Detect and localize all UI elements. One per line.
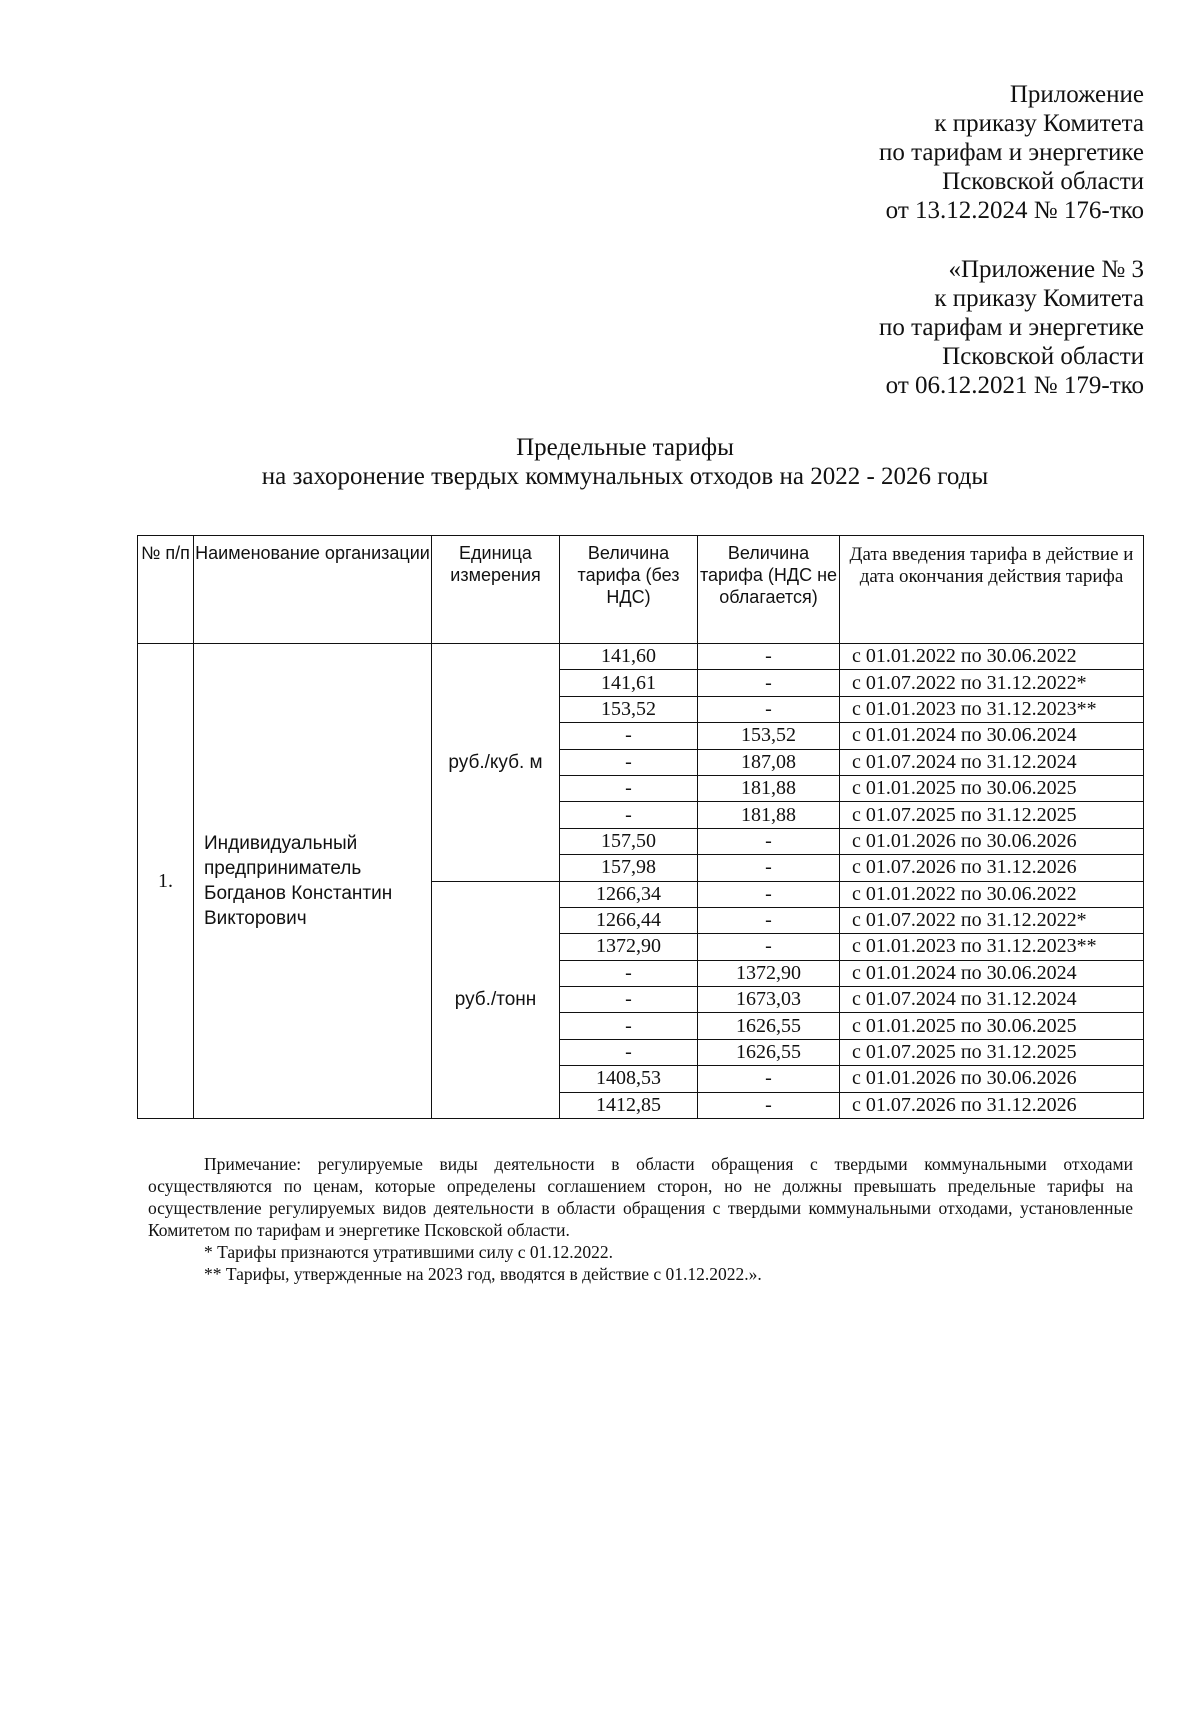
tariff-vat-cell: - [698, 1092, 840, 1118]
tariff-vat-cell: - [698, 644, 840, 670]
tariff-no-vat-cell: 1266,44 [560, 907, 698, 933]
tariff-no-vat-cell: 153,52 [560, 696, 698, 722]
appendix-ref-line: по тарифам и энергетике [879, 314, 1144, 341]
organization-name: Индивидуальный предприниматель Богданов Константин Викторович [194, 644, 432, 1119]
period-cell: с 01.01.2026 по 30.06.2026 [840, 1066, 1144, 1092]
header-period: Дата введения тарифа в действие и дата окончания действия тарифа [840, 536, 1144, 644]
period-cell: с 01.07.2022 по 31.12.2022* [840, 670, 1144, 696]
header-tariff-no-vat: Величина тарифа (без НДС) [560, 536, 698, 644]
tariff-vat-cell: 1372,90 [698, 960, 840, 986]
tariff-no-vat-cell: - [560, 1013, 698, 1039]
tariff-vat-cell: - [698, 934, 840, 960]
tariff-vat-cell: 1673,03 [698, 987, 840, 1013]
footnote-2: ** Тарифы, утвержденные на 2023 год, вводятся в действие с 01.12.2022.». [204, 1264, 762, 1284]
tariff-no-vat-cell: 1408,53 [560, 1066, 698, 1092]
period-cell: с 01.01.2026 по 30.06.2026 [840, 828, 1144, 854]
tariff-vat-cell: 153,52 [698, 723, 840, 749]
tariff-table [137, 535, 1144, 1119]
table-row [138, 644, 1144, 670]
table-body [138, 644, 1144, 1119]
period-cell: с 01.01.2024 по 30.06.2024 [840, 723, 1144, 749]
appendix-line: Приложение [1009, 81, 1144, 108]
period-cell: с 01.07.2026 по 31.12.2026 [840, 1092, 1144, 1118]
appendix-ref-line: от 06.12.2021 № 179-тко [885, 372, 1144, 399]
footnote-1: * Тарифы признаются утратившими силу с 01.12.2022. [204, 1242, 614, 1262]
tariff-vat-cell: - [698, 696, 840, 722]
appendix-ref-line: к приказу Комитета [934, 285, 1144, 312]
appendix-ref-line: «Приложение № 3 [948, 256, 1144, 283]
tariff-no-vat-cell: 141,60 [560, 644, 698, 670]
title-line-1: Предельные тарифы [516, 434, 734, 461]
tariff-no-vat-cell: - [560, 802, 698, 828]
period-cell: с 01.07.2024 по 31.12.2024 [840, 987, 1144, 1013]
appendix-ref-line: Псковской области [942, 343, 1144, 370]
period-cell: с 01.07.2026 по 31.12.2026 [840, 855, 1144, 881]
row-number: 1. [138, 644, 194, 1119]
tariff-vat-cell: 1626,55 [698, 1013, 840, 1039]
period-cell: с 01.01.2024 по 30.06.2024 [840, 960, 1144, 986]
tariff-no-vat-cell: 1372,90 [560, 934, 698, 960]
period-cell: с 01.01.2023 по 31.12.2023** [840, 696, 1144, 722]
tariff-no-vat-cell: 157,98 [560, 855, 698, 881]
table-header-row [138, 536, 1144, 644]
tariff-vat-cell: - [698, 855, 840, 881]
header-tariff-vat: Величина тарифа (НДС не облагается) [698, 536, 840, 644]
period-cell: с 01.01.2025 по 30.06.2025 [840, 1013, 1144, 1039]
period-cell: с 01.01.2022 по 30.06.2022 [840, 881, 1144, 907]
tariff-no-vat-cell: 157,50 [560, 828, 698, 854]
tariff-no-vat-cell: 1266,34 [560, 881, 698, 907]
tariff-vat-cell: 187,08 [698, 749, 840, 775]
period-cell: с 01.07.2022 по 31.12.2022* [840, 907, 1144, 933]
period-cell: с 01.01.2025 по 30.06.2025 [840, 775, 1144, 801]
tariff-vat-cell: - [698, 828, 840, 854]
period-cell: с 01.07.2025 по 31.12.2025 [840, 1039, 1144, 1065]
unit-cell: руб./куб. м [432, 644, 560, 882]
tariff-no-vat-cell: 1412,85 [560, 1092, 698, 1118]
notes [148, 1153, 1133, 1285]
tariff-vat-cell: - [698, 907, 840, 933]
appendix-header [879, 80, 1144, 225]
tariff-vat-cell: 1626,55 [698, 1039, 840, 1065]
tariff-no-vat-cell: - [560, 960, 698, 986]
tariff-no-vat-cell: - [560, 987, 698, 1013]
tariff-no-vat-cell: 141,61 [560, 670, 698, 696]
tariff-vat-cell: - [698, 881, 840, 907]
appendix-line: к приказу Комитета [934, 110, 1144, 137]
tariff-no-vat-cell: - [560, 775, 698, 801]
document-title [0, 433, 1200, 491]
tariff-vat-cell: - [698, 1066, 840, 1092]
header-num: № п/п [138, 536, 194, 644]
header-org: Наименование организации [194, 536, 432, 644]
appendix-line: Псковской области [942, 168, 1144, 195]
appendix-reference [879, 255, 1144, 400]
tariff-vat-cell: 181,88 [698, 802, 840, 828]
tariff-no-vat-cell: - [560, 749, 698, 775]
unit-cell: руб./тонн [432, 881, 560, 1119]
tariff-vat-cell: - [698, 670, 840, 696]
tariff-vat-cell: 181,88 [698, 775, 840, 801]
appendix-line: от 13.12.2024 № 176-тко [885, 197, 1144, 224]
period-cell: с 01.01.2022 по 30.06.2022 [840, 644, 1144, 670]
note-main: Примечание: регулируемые виды деятельности в области обращения с твердыми коммунальными отходами осуществляются по ценам, которые определены соглашением сторон, но не должны превышать предельные тарифы на осуществление регулируемых видов деятельности в области обращения с твердыми коммунальными отходами, установленные Комитетом по тарифам и энергетике Псковской области. [148, 1154, 1133, 1240]
period-cell: с 01.07.2024 по 31.12.2024 [840, 749, 1144, 775]
title-line-2: на захоронение твердых коммунальных отходов на 2022 - 2026 годы [261, 463, 989, 490]
appendix-line: по тарифам и энергетике [879, 139, 1144, 166]
tariff-no-vat-cell: - [560, 1039, 698, 1065]
period-cell: с 01.01.2023 по 31.12.2023** [840, 934, 1144, 960]
tariff-no-vat-cell: - [560, 723, 698, 749]
header-unit: Единица измерения [432, 536, 560, 644]
period-cell: с 01.07.2025 по 31.12.2025 [840, 802, 1144, 828]
